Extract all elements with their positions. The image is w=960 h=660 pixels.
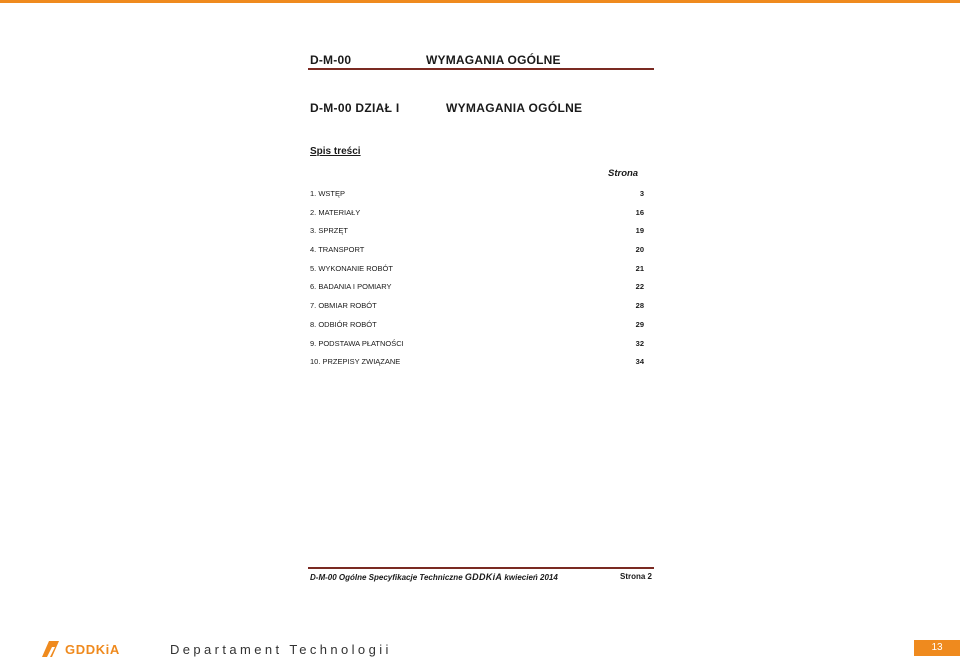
toc-item-label: 4. TRANSPORT <box>310 245 365 255</box>
toc-item <box>310 189 644 208</box>
department-name: Departament Technologii <box>170 642 392 657</box>
toc-item-label: 2. MATERIAŁY <box>310 207 361 217</box>
toc-item-page: 21 <box>635 263 644 273</box>
toc-item <box>310 282 644 301</box>
footer-rule <box>308 567 654 569</box>
toc-item-label: 1. WSTĘP <box>310 189 346 198</box>
header-rule <box>308 68 654 70</box>
toc-list <box>310 189 644 376</box>
toc-item-page: 20 <box>635 245 644 255</box>
toc-item-label: 10. PRZEPISY ZWIĄZANE <box>310 357 401 367</box>
slide-footer <box>0 636 960 660</box>
toc-item <box>310 320 644 339</box>
header-title: WYMAGANIA OGÓLNE <box>426 53 561 67</box>
gddkia-logo <box>40 640 120 658</box>
toc-item-page: 32 <box>635 338 644 348</box>
toc-item <box>310 339 644 358</box>
toc-item-label: 5. WYKONANIE ROBÓT <box>310 263 393 273</box>
toc-item-label: 9. PODSTAWA PŁATNOŚCI <box>310 338 404 348</box>
toc-item-page: 29 <box>635 319 644 329</box>
footer-left <box>310 572 558 582</box>
footer-spec-title: D-M-00 Ogólne Specyfikacje Techniczne <box>310 573 463 582</box>
footer-brand: GDDKiA <box>464 572 503 582</box>
toc-item <box>310 301 644 320</box>
logo-text: GDDKiA <box>65 641 120 657</box>
toc-item-page: 16 <box>635 207 644 217</box>
toc-item-page: 22 <box>635 282 644 292</box>
toc-page-column-label: Strona <box>608 168 639 179</box>
toc-item <box>310 264 644 283</box>
document-page <box>308 50 654 590</box>
slide-number: 13 <box>914 640 960 656</box>
toc-item <box>310 208 644 227</box>
top-accent-bar <box>0 0 960 3</box>
footer-page-label: Strona 2 <box>619 572 652 581</box>
toc-title: Spis treści <box>310 146 361 157</box>
toc-item <box>310 357 644 376</box>
toc-item-page: 28 <box>635 301 644 311</box>
header-code: D-M-00 <box>310 53 352 67</box>
toc-item-label: 3. SPRZĘT <box>310 226 348 236</box>
toc-item <box>310 245 644 264</box>
section-code: D-M-00 DZIAŁ I <box>310 101 400 115</box>
toc-item-label: 7. OBMIAR ROBÓT <box>310 301 377 311</box>
document-header <box>308 50 654 70</box>
toc-item-page: 19 <box>635 226 644 236</box>
toc-item <box>310 226 644 245</box>
toc-item-label: 8. ODBIÓR ROBÓT <box>310 319 377 329</box>
section-title: WYMAGANIA OGÓLNE <box>446 101 583 115</box>
gddkia-logo-icon <box>40 640 60 658</box>
toc-item-page: 3 <box>639 189 644 198</box>
document-footer <box>310 572 654 584</box>
toc-item-label: 6. BADANIA I POMIARY <box>310 282 392 292</box>
toc-item-page: 34 <box>635 357 644 367</box>
footer-date: kwiecień 2014 <box>504 573 558 582</box>
